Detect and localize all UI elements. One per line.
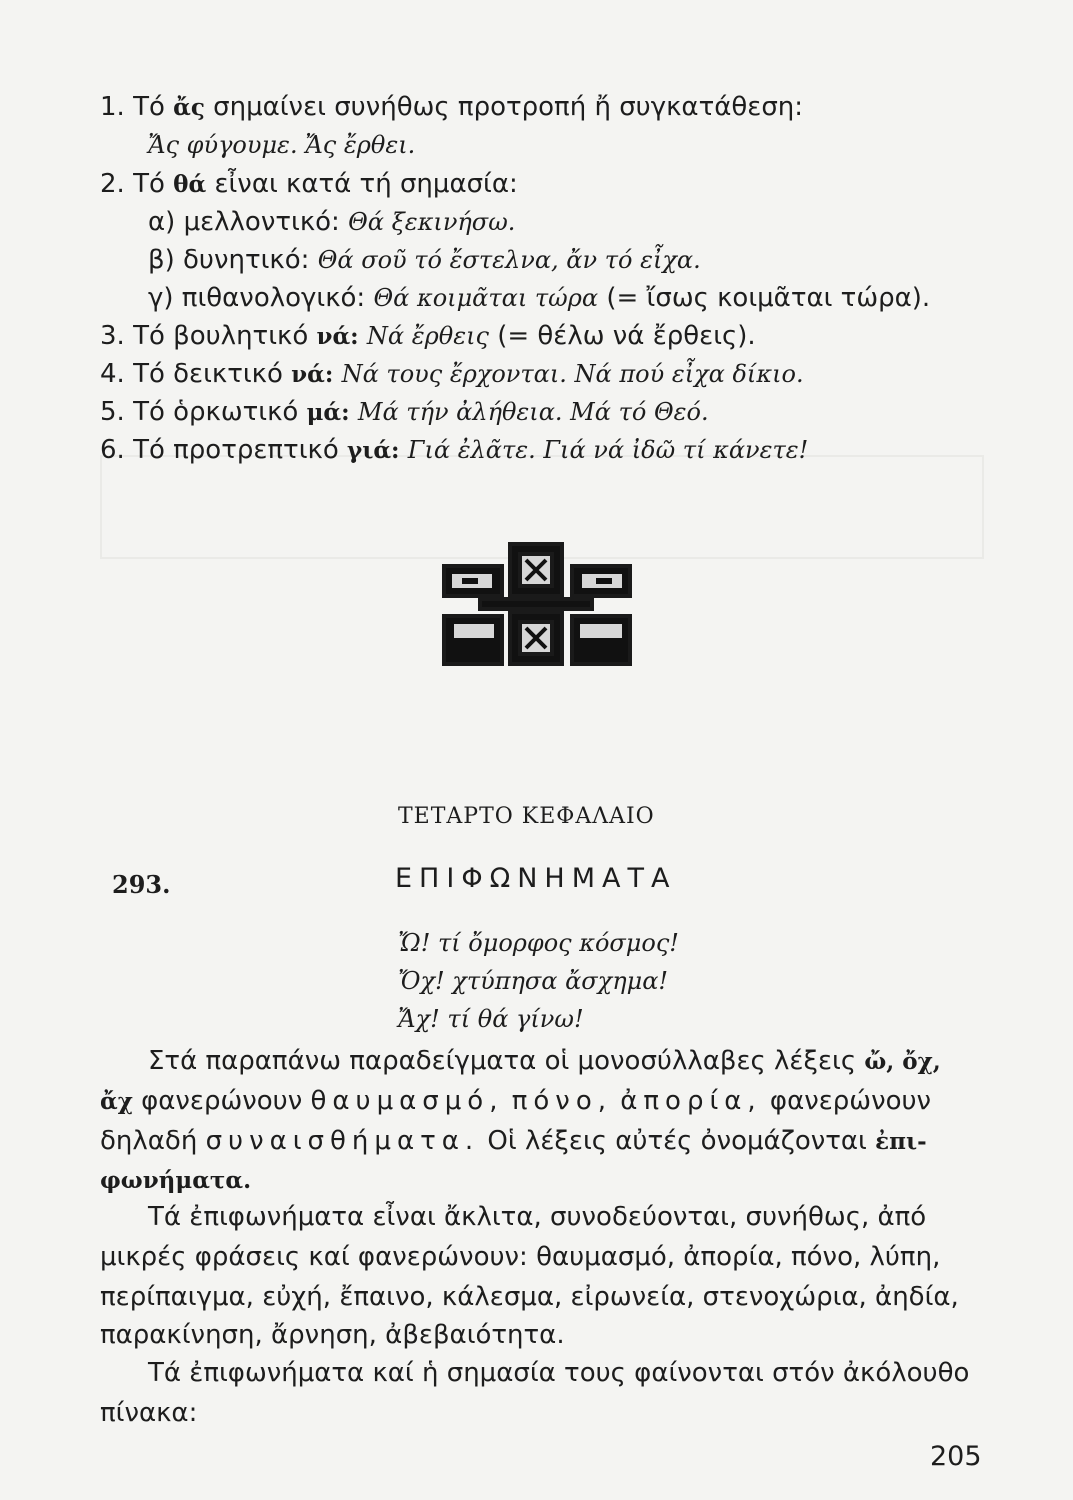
list-item-3: 3. Τό βουλητικό νά: Νά ἔρθεις (= θέλω νά ἔρθεις). <box>100 321 756 351</box>
chapter-heading: ΤΕΤΑΡΤΟ ΚΕΦΑΛΑΙΟ <box>398 804 655 829</box>
list-item-1: 1. Τό ἄς σημαίνει συνήθως προτροπή ἤ συγκατάθεση: <box>100 92 804 122</box>
para2-line4: παρακίνηση, ἄρνηση, ἀβεβαιότητα. <box>100 1320 565 1350</box>
para2-line1: Τά ἐπιφωνήματα εἶναι ἄκλιτα, συνοδεύονται, συνήθως, ἀπό <box>148 1202 927 1232</box>
list-item-1-example: Ἄς φύγουμε. Ἄς ἔρθει. <box>148 131 416 159</box>
para3-line1: Τά ἐπιφωνήματα καί ἡ σημασία τους φαίνονται στόν ἀκόλουθο <box>148 1358 970 1388</box>
page-number: 205 <box>930 1441 982 1472</box>
example-1: Ὤ! τί ὄμορφος κόσμος! <box>398 929 679 957</box>
list-item-2c: γ) πιθανολογικό: Θά κοιμᾶται τώρα (= ἴσως κοιμᾶται τώρα). <box>148 283 931 313</box>
para2-line3: περίπαιγμα, εὐχή, ἔπαινο, κάλεσμα, εἰρωνεία, στενοχώρια, ἀηδία, <box>100 1282 959 1312</box>
example-3: Ἄχ! τί θά γίνω! <box>398 1005 584 1033</box>
decorative-ornament <box>440 540 635 670</box>
para1-line2: ἄχ φανερώνουν θαυμασμό, πόνο, ἀπορία, φανερώνουν <box>100 1086 932 1116</box>
section-title: ΕΠΙΦΩΝΗΜΑΤΑ <box>395 863 677 894</box>
para3-line2: πίνακα: <box>100 1398 198 1428</box>
list-item-5: 5. Τό ὁρκωτικό μά: Μά τήν ἀλήθεια. Μά τό Θεό. <box>100 397 709 427</box>
para1-line4: φωνήματα. <box>100 1167 252 1194</box>
para1-line1: Στά παραπάνω παραδείγματα οἱ μονοσύλλαβες λέξεις ὤ, ὄχ, <box>148 1046 941 1076</box>
section-number: 293. <box>112 870 171 899</box>
list-item-4: 4. Τό δεικτικό νά: Νά τους ἔρχονται. Νά πού εἶχα δίκιο. <box>100 359 804 389</box>
list-item-2b: β) δυνητικό: Θά σοῦ τό ἔστελνα, ἄν τό εἶχα. <box>148 245 701 275</box>
list-item-2a: α) μελλοντικό: Θά ξεκινήσω. <box>148 207 516 237</box>
example-2: Ὄχ! χτύπησα ἄσχημα! <box>398 967 669 995</box>
para2-line2: μικρές φράσεις καί φανερώνουν: θαυμασμό, ἀπορία, πόνο, λύπη, <box>100 1242 941 1272</box>
list-item-6: 6. Τό προτρεπτικό γιά: Γιά ἐλᾶτε. Γιά νά ἰδῶ τί κάνετε! <box>100 435 809 465</box>
list-item-2: 2. Τό θά εἶναι κατά τή σημασία: <box>100 169 518 199</box>
para1-line3: δηλαδή συναισθήματα. Οἱ λέξεις αὐτές ὀνομάζονται ἐπι- <box>100 1126 927 1156</box>
